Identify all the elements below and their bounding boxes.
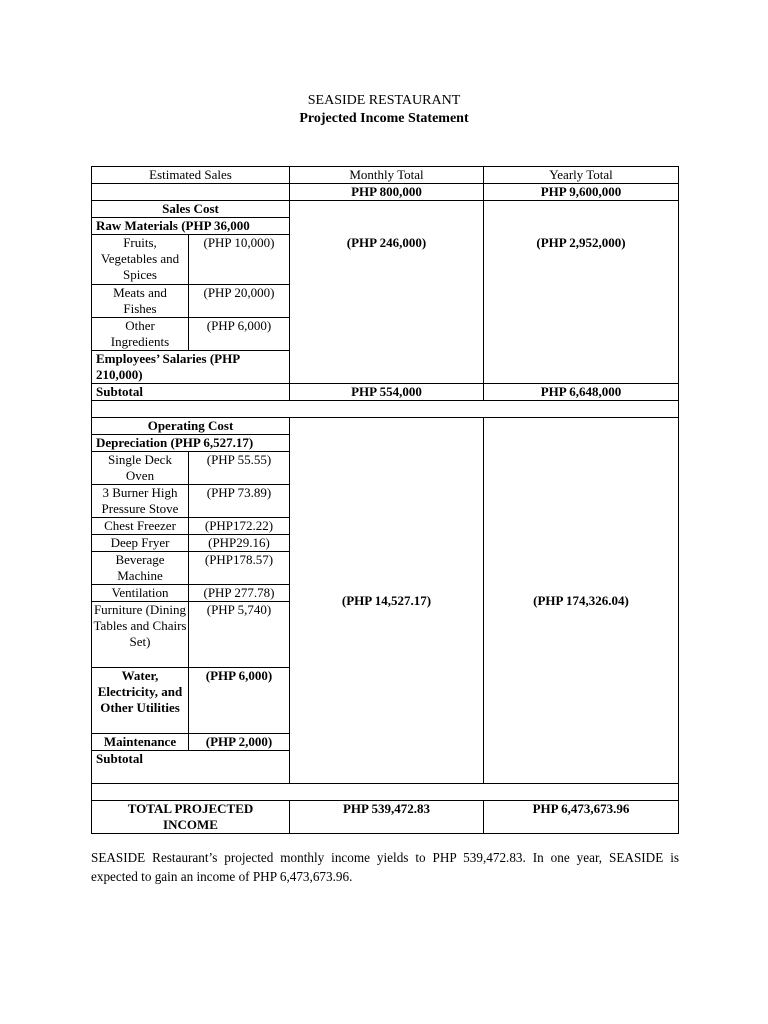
document-title: SEASIDE RESTAURANT [307,93,461,108]
maintenance-label: Maintenance [92,734,189,751]
equipment-amount: (PHP 73.89) [189,485,290,518]
header-estimated-sales: Estimated Sales [92,167,290,184]
sales-yearly: PHP 9,600,000 [484,184,679,201]
operating-cost-monthly: (PHP 14,527.17) [290,418,484,784]
operating-cost-subtotal-label: Subtotal [92,751,290,784]
equipment-name: Chest Freezer [92,518,189,535]
equipment-amount: (PHP 5,740) [189,602,290,668]
employees-salaries-label: Employees’ Salaries (PHP 210,000) [92,351,290,384]
table-header-row [92,167,679,184]
total-row [92,801,679,834]
sales-row [92,184,679,201]
spacer-row [92,401,679,418]
subtotal-row [92,384,679,401]
raw-item-name: Other Ingredients [92,318,189,351]
total-yearly: PHP 6,473,673.96 [484,801,679,834]
equipment-name: Deep Fryer [92,535,189,552]
equipment-name: 3 Burner High Pressure Stove [92,485,189,518]
sales-cost-monthly: (PHP 246,000) [290,201,484,384]
table-row [92,418,679,435]
total-monthly: PHP 539,472.83 [290,801,484,834]
header-yearly-total: Yearly Total [484,167,679,184]
equipment-amount: (PHP29.16) [189,535,290,552]
equipment-amount: (PHP178.57) [189,552,290,585]
equipment-amount: (PHP 277.78) [189,585,290,602]
income-statement-table [91,166,679,834]
sales-cost-yearly: (PHP 2,952,000) [484,201,679,384]
depreciation-label: Depreciation (PHP 6,527.17) [92,435,290,452]
sales-cost-subtotal-monthly: PHP 554,000 [290,384,484,401]
operating-cost-heading: Operating Cost [92,418,290,435]
header-monthly-total: Monthly Total [290,167,484,184]
sales-label-blank [92,184,290,201]
table-row [92,201,679,218]
equipment-name: Beverage Machine [92,552,189,585]
document-subtitle: Projected Income Statement [299,111,469,126]
spacer-cell [92,784,679,801]
spacer-cell [92,401,679,418]
equipment-amount: (PHP172.22) [189,518,290,535]
utilities-label: Water, Electricity, and Other Utilities [92,668,189,734]
spacer-row [92,784,679,801]
raw-item-amount: (PHP 10,000) [189,235,290,285]
sales-cost-subtotal-yearly: PHP 6,648,000 [484,384,679,401]
raw-materials-label: Raw Materials (PHP 36,000 [92,218,290,235]
operating-cost-yearly: (PHP 174,326.04) [484,418,679,784]
equipment-name: Single Deck Oven [92,452,189,485]
total-projected-income-label: TOTAL PROJECTED INCOME [92,801,290,834]
sales-cost-heading: Sales Cost [92,201,290,218]
sales-monthly: PHP 800,000 [290,184,484,201]
equipment-name: Ventilation [92,585,189,602]
raw-item-amount: (PHP 20,000) [189,285,290,318]
utilities-amount: (PHP 6,000) [189,668,290,734]
sales-cost-subtotal-label: Subtotal [92,384,290,401]
maintenance-amount: (PHP 2,000) [189,734,290,751]
raw-item-name: Meats and Fishes [92,285,189,318]
raw-item-name: Fruits, Vegetables and Spices [92,235,189,285]
equipment-amount: (PHP 55.55) [189,452,290,485]
summary-paragraph: SEASIDE Restaurant’s projected monthly income yields to PHP 539,472.83. In one year, SEASIDE is expected to gain an income of PHP 6,473,673.96. [91,850,679,884]
equipment-name: Furniture (Dining Tables and Chairs Set) [92,602,189,668]
raw-item-amount: (PHP 6,000) [189,318,290,351]
